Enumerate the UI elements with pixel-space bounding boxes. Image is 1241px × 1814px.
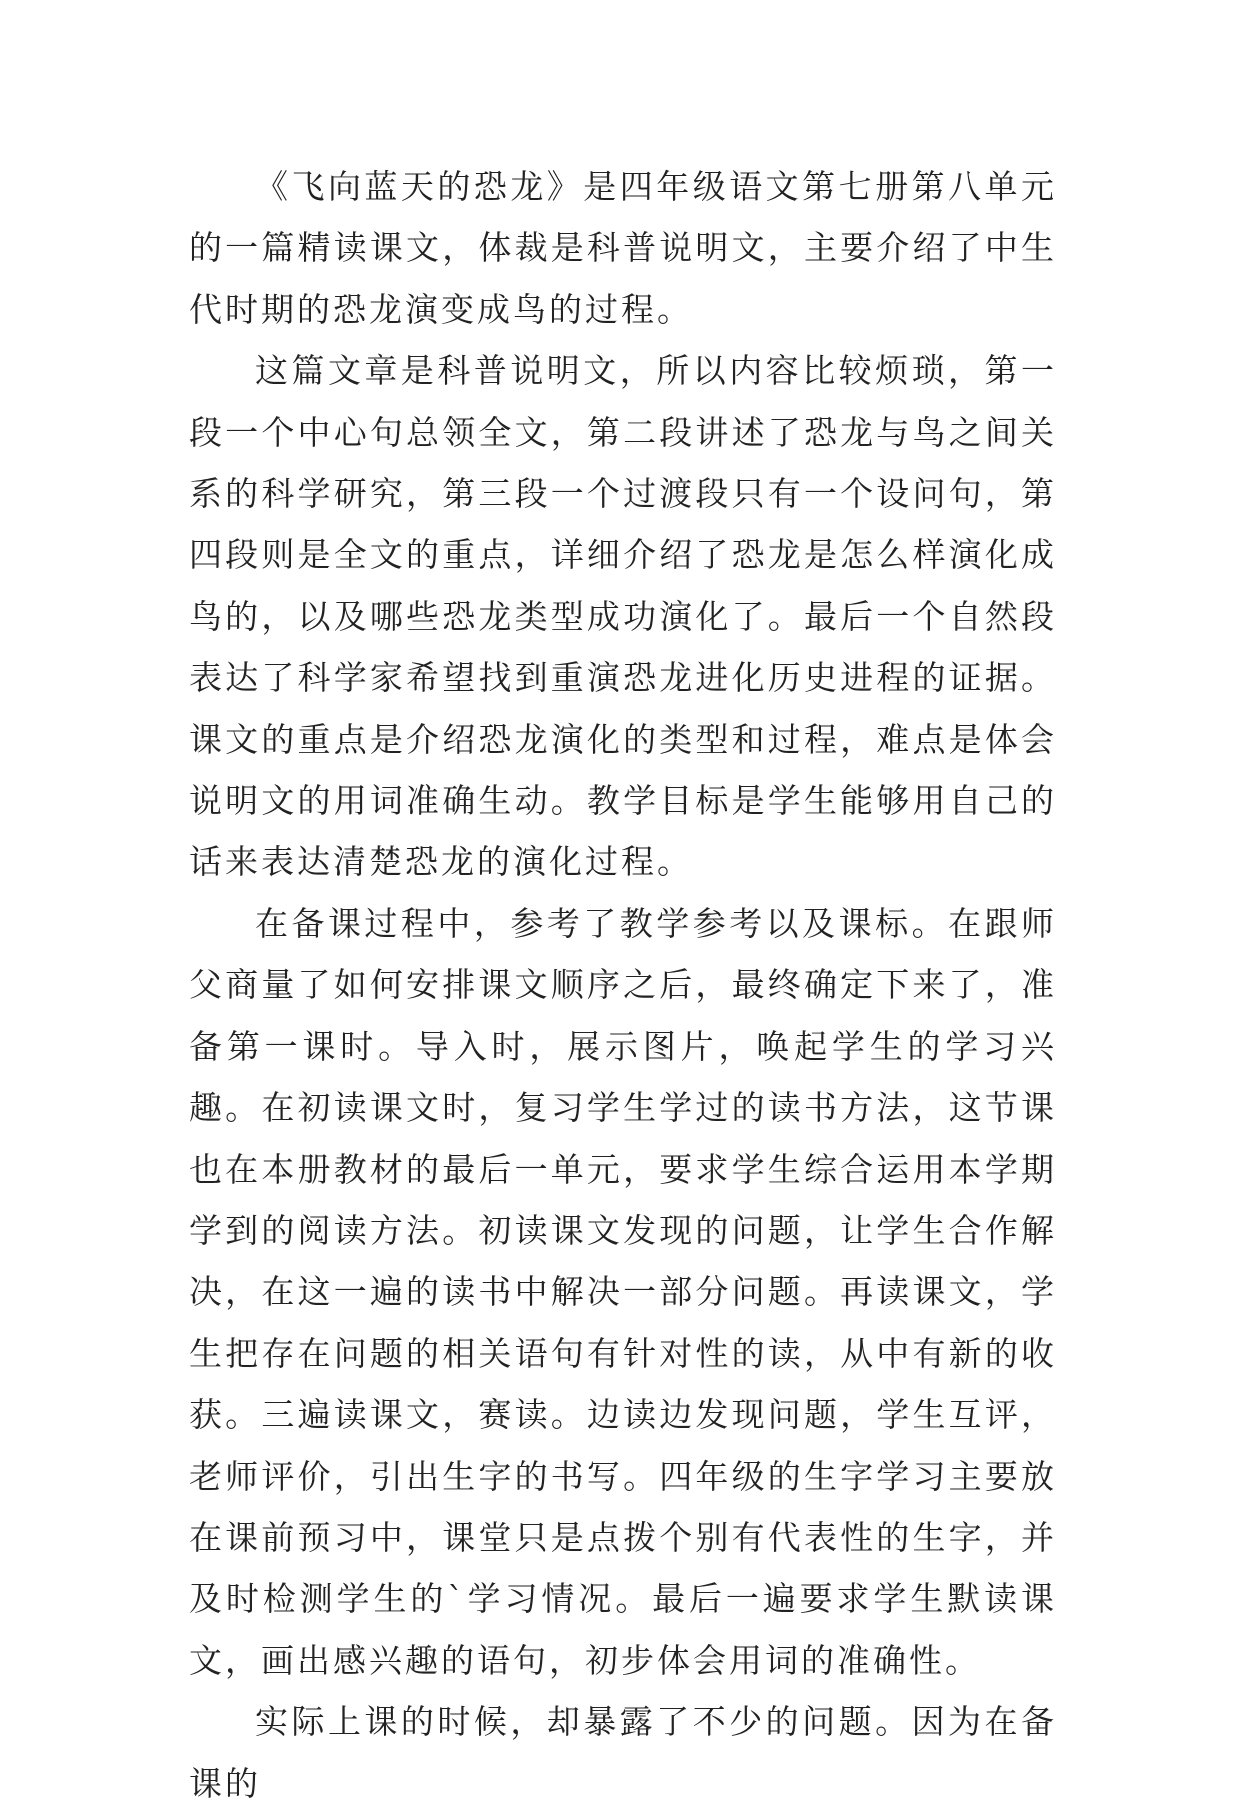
paragraph-2: 这篇文章是科普说明文，所以内容比较烦琐，第一段一个中心句总领全文，第二段讲述了恐龙与鸟之间关系的科学研究，第三段一个过渡段只有一个设问句，第四段则是全文的重点，详细介绍了恐龙是怎么样演化成鸟的，以及哪些恐龙类型成功演化了。最后一个自然段表达了科学家希望找到重演恐龙进化历史进程的证据。课文的重点是介绍恐龙演化的类型和过程，难点是体会说明文的用词准确生动。教学目标是学生能够用自己的话来表达清楚恐龙的演化过程。 — [189, 351, 1057, 882]
paragraph-3: 在备课过程中，参考了教学参考以及课标。在跟师父商量了如何安排课文顺序之后，最终确定下来了，准备第一课时。导入时，展示图片，唤起学生的学习兴趣。在初读课文时，复习学生学过的读书方法，这节课也在本册教材的最后一单元，要求学生综合运用本学期学到的阅读方法。初读课文发现的问题，让学生合作解决，在这一遍的读书中解决一部分问题。再读课文，学生把存在问题的相关语句有针对性的读，从中有新的收获。三遍读课文，赛读。边读边发现问题，学生互评，老师评价，引出生字的书写。四年级的生字学习主要放在课前预习中，课堂只是点拨个别有代表性的生字，并及时检测学生的`学习情况。最后一遍要求学生默读课文，画出感兴趣的语句，初步体会用词的准确性。 — [189, 903, 1057, 1680]
paragraph-4: 实际上课的时候，却暴露了不少的问题。因为在备课的 — [189, 1702, 1057, 1803]
document-body — [189, 156, 1057, 1814]
paragraph-1: 《飞向蓝天的恐龙》是四年级语文第七册第八单元的一篇精读课文，体裁是科普说明文，主要介绍了中生代时期的恐龙演变成鸟的过程。 — [189, 167, 1057, 329]
